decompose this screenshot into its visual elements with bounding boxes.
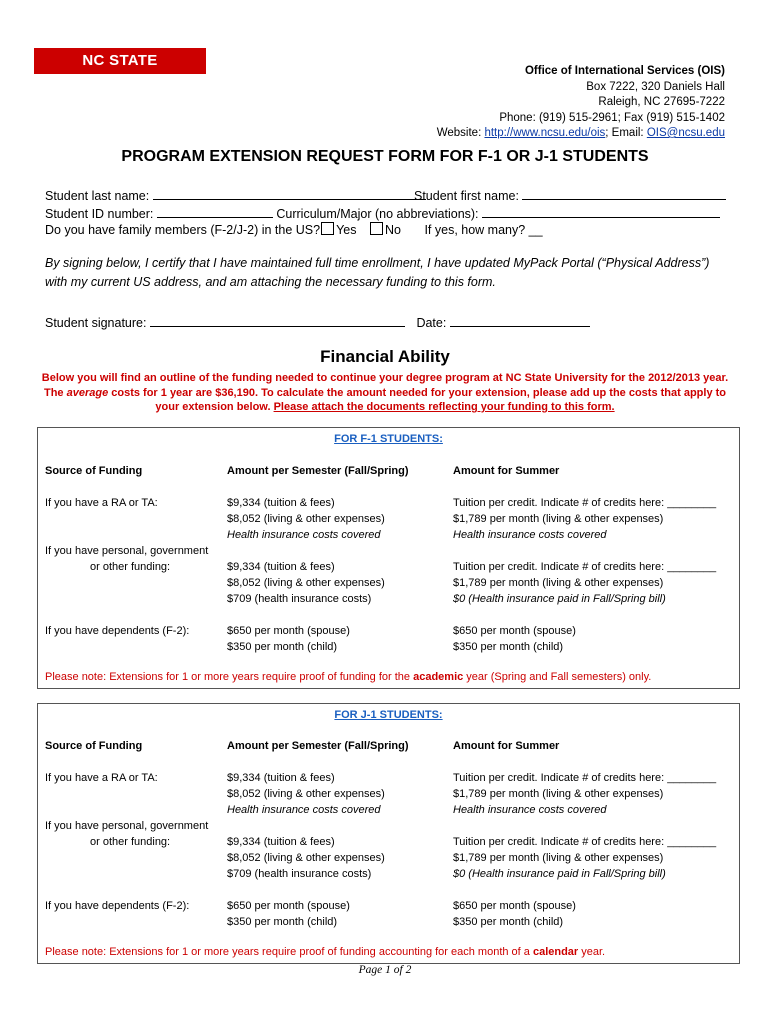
first-name-label: Student first name: (414, 189, 519, 203)
f1-ra-label: If you have a RA or TA: (45, 497, 158, 509)
j1-dep-sem-line: $350 per month (child) (227, 916, 338, 928)
j1-personal-label (45, 818, 208, 850)
f1-personal-label (45, 543, 208, 575)
intro-part2: costs for 1 year are $36,190. To calculate the amount needed for your extension, please add up the costs that apply to your extension below. (108, 386, 727, 413)
how-many-label: If yes, how many? __ (424, 223, 543, 237)
financial-heading: Financial Ability (320, 347, 450, 366)
office-name: Office of International Services (OIS) (524, 65, 725, 77)
email-link[interactable]: OIS@ncsu.edu (646, 127, 725, 139)
j1-note (45, 946, 605, 958)
f1-pers-sem-line: $9,334 (tuition & fees) (227, 561, 335, 573)
j1-note-a: Please note: Extensions for 1 or more years require proof of funding accounting for each month of a (45, 946, 533, 958)
j1-note-c: year. (578, 946, 606, 958)
intro-average: average (66, 386, 109, 399)
f1-note-b: academic (413, 671, 464, 683)
office-info (325, 64, 725, 142)
signature-field[interactable] (150, 313, 405, 327)
office-web-line (325, 126, 725, 142)
f1-dependents-semester (227, 623, 350, 655)
j1-heading: FOR J-1 STUDENTS: (334, 709, 443, 721)
f1-ra-sum-line: Tuition per credit. Indicate # of credits here: ________ (453, 497, 717, 509)
j1-ra-summer (453, 770, 716, 818)
f1-ra-summer (453, 495, 716, 543)
j1-pers-sum-line: $1,789 per month (living & other expenses) (453, 852, 664, 864)
yes-checkbox[interactable] (321, 222, 334, 235)
j1-ra-sem-line: $9,334 (tuition & fees) (227, 772, 335, 784)
j1-personal-label-line: or other funding: (90, 836, 171, 848)
j1-pers-sem-line: $8,052 (living & other expenses) (227, 852, 385, 864)
f1-dependents-summer (453, 623, 576, 655)
f1-personal-semester (227, 559, 385, 607)
j1-ra-label: If you have a RA or TA: (45, 772, 158, 784)
j1-dep-sem-line: $650 per month (spouse) (227, 900, 350, 912)
f1-pers-sem-line: $8,052 (living & other expenses) (227, 577, 385, 589)
f1-col-source: Source of Funding (45, 465, 143, 477)
j1-ra-sem-line: Health insurance costs covered (227, 804, 381, 816)
certification-text: By signing below, I certify that I have maintained full time enrollment, I have updated MyPack Portal (“Physical Address”) with my current US address, and am attaching the necessary funding to this form. (45, 256, 710, 289)
j1-note-b: calendar (532, 946, 579, 958)
last-name-field[interactable] (153, 186, 426, 200)
signature-row (45, 313, 590, 330)
j1-dep-sum-line: $650 per month (spouse) (453, 900, 576, 912)
intro-part1: Below you will find an outline of the funding needed to continue your degree program at NC State University for the 2012/2013 year. The (41, 372, 729, 399)
j1-ra-sum-line: Tuition per credit. Indicate # of credits here: ________ (453, 772, 717, 784)
j1-col-semester: Amount per Semester (Fall/Spring) (227, 740, 409, 752)
financial-intro (40, 371, 730, 415)
j1-dep-sum-line: $350 per month (child) (453, 916, 564, 928)
f1-dependents-label: If you have dependents (F-2): (45, 625, 190, 637)
last-name-label: Student last name: (45, 189, 150, 203)
j1-col-summer: Amount for Summer (453, 740, 560, 752)
curriculum-label: Curriculum/Major (no abbreviations): (276, 207, 479, 221)
first-name-field[interactable] (522, 186, 726, 200)
f1-ra-sem-line: Health insurance costs covered (227, 529, 381, 541)
f1-dep-sem-line: $350 per month (child) (227, 641, 338, 653)
f1-dep-sum-line: $650 per month (spouse) (453, 625, 576, 637)
f1-funding-box (37, 427, 740, 689)
office-address1: Box 7222, 320 Daniels Hall (586, 80, 725, 93)
f1-ra-sum-line: $1,789 per month (living & other expenses) (453, 513, 664, 525)
f1-col-semester: Amount per Semester (Fall/Spring) (227, 465, 409, 477)
j1-col-source: Source of Funding (45, 740, 143, 752)
f1-note (45, 671, 651, 683)
family-question: Do you have family members (F-2/J-2) in the US? (45, 223, 321, 237)
f1-dep-sum-line: $350 per month (child) (453, 641, 564, 653)
j1-personal-semester (227, 834, 385, 882)
f1-heading: FOR F-1 STUDENTS: (334, 433, 443, 445)
id-field[interactable] (157, 204, 273, 218)
f1-personal-summer (453, 559, 716, 607)
f1-ra-sem-line: $9,334 (tuition & fees) (227, 497, 335, 509)
website-link[interactable]: http://www.ncsu.edu/ois (484, 127, 606, 139)
j1-pers-sum-line: Tuition per credit. Indicate # of credits here: ________ (453, 836, 717, 848)
nc-state-logo (34, 48, 206, 95)
f1-note-c: year (Spring and Fall semesters) only. (463, 671, 652, 683)
last-name-row (45, 186, 426, 203)
j1-personal-label-line: If you have personal, government (45, 820, 209, 832)
j1-ra-sum-line: $1,789 per month (living & other expenses) (453, 788, 664, 800)
f1-note-a: Please note: Extensions for 1 or more years require proof of funding for the (45, 671, 414, 683)
form-title: PROGRAM EXTENSION REQUEST FORM FOR F-1 OR J-1 STUDENTS (121, 148, 649, 165)
id-row (45, 204, 720, 221)
office-phone: Phone: (919) 515-2961; Fax (919) 515-1402 (499, 111, 725, 124)
no-checkbox[interactable] (370, 222, 383, 235)
j1-pers-sem-line: $709 (health insurance costs) (227, 868, 372, 880)
office-address2: Raleigh, NC 27695-7222 (598, 96, 725, 108)
j1-funding-box (37, 703, 740, 964)
f1-ra-semester (227, 495, 385, 543)
f1-pers-sum-line: $1,789 per month (living & other expenses) (453, 577, 664, 589)
f1-ra-sum-line: Health insurance costs covered (453, 529, 607, 541)
f1-pers-sum-line: $0 (Health insurance paid in Fall/Spring bill) (453, 593, 666, 605)
date-label: Date: (416, 316, 447, 330)
j1-dependents-label: If you have dependents (F-2): (45, 900, 190, 912)
first-name-row (414, 186, 726, 203)
j1-dependents-semester (227, 898, 350, 930)
logo-bold-text: NC STATE (82, 52, 158, 69)
intro-underlined: Please attach the documents reflecting your funding to this form. (273, 401, 615, 413)
f1-col-summer: Amount for Summer (453, 465, 560, 477)
website-label: Website: (436, 127, 485, 139)
date-field[interactable] (450, 313, 590, 327)
j1-dependents-summer (453, 898, 576, 930)
curriculum-field[interactable] (482, 204, 720, 218)
signature-label: Student signature: (45, 316, 147, 330)
family-row (45, 222, 543, 237)
j1-ra-semester (227, 770, 385, 818)
f1-dep-sem-line: $650 per month (spouse) (227, 625, 350, 637)
yes-label: Yes (336, 223, 357, 237)
f1-ra-sem-line: $8,052 (living & other expenses) (227, 513, 385, 525)
id-label: Student ID number: (45, 207, 154, 221)
email-label: ; Email: (605, 127, 647, 139)
j1-pers-sem-line: $9,334 (tuition & fees) (227, 836, 335, 848)
j1-personal-summer (453, 834, 716, 882)
f1-personal-label-line: or other funding: (90, 561, 171, 573)
j1-pers-sum-line: $0 (Health insurance paid in Fall/Spring bill) (453, 868, 666, 880)
page-number: Page 1 of 2 (358, 964, 412, 976)
f1-personal-label-line: If you have personal, government (45, 545, 209, 557)
j1-ra-sum-line: Health insurance costs covered (453, 804, 607, 816)
no-label: No (384, 223, 401, 237)
j1-ra-sem-line: $8,052 (living & other expenses) (227, 788, 385, 800)
f1-pers-sem-line: $709 (health insurance costs) (227, 593, 372, 605)
f1-pers-sum-line: Tuition per credit. Indicate # of credits here: ________ (453, 561, 717, 573)
logo-rest-text: UNIVERSITY (73, 78, 167, 95)
